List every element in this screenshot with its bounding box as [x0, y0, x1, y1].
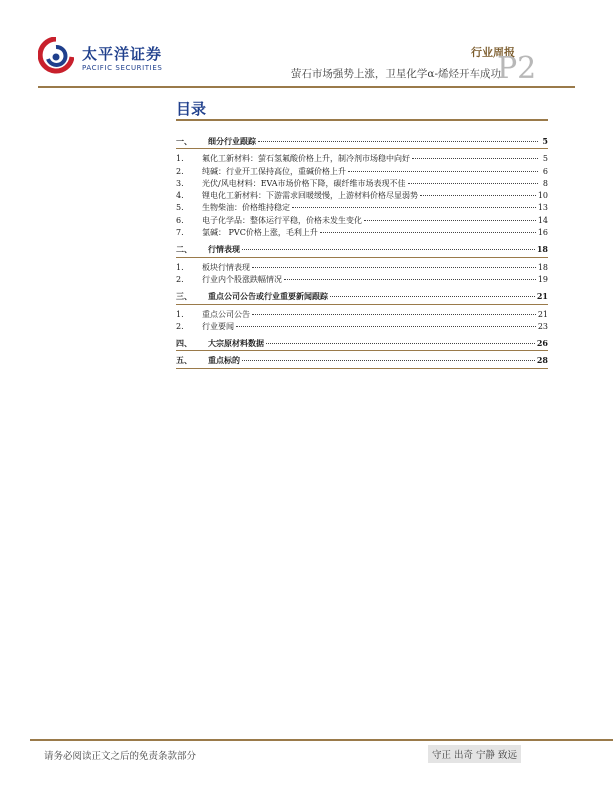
toc-subsection-entry[interactable]: [176, 178, 548, 190]
toc-subsection-entry[interactable]: [176, 309, 548, 321]
toc-entry-label: 生物柴油：价格维持稳定: [202, 203, 290, 213]
toc-entry-label: 纯碱：行业开工保持高位，重碱价格上升: [202, 166, 346, 176]
toc-entry-page: 23: [537, 321, 548, 331]
toc-entry-number: 二、: [176, 244, 192, 255]
toc-entry-label: 电子化学品：整体运行平稳，价格未发生变化: [202, 215, 362, 225]
toc-entry-label: 重点标的: [208, 355, 240, 366]
toc-subsection-entry[interactable]: [176, 227, 548, 239]
toc-entry-number: 3.: [176, 178, 184, 188]
toc-leader-dots: [242, 360, 535, 361]
toc-entry-page: 21: [536, 291, 548, 302]
toc-section-entry[interactable]: [176, 136, 548, 148]
toc-entry-page: 28: [536, 355, 548, 366]
table-of-contents: [176, 136, 548, 373]
toc-leader-dots: [242, 249, 535, 250]
toc-entry-label: 行业内个股涨跌幅情况: [202, 274, 282, 284]
toc-entry-number: 2.: [176, 274, 184, 284]
toc-entry-number: 1.: [176, 309, 184, 319]
toc-subsection-entry[interactable]: [176, 166, 548, 178]
toc-entry-page: 8: [542, 178, 548, 188]
toc-section-entry[interactable]: [176, 355, 548, 367]
toc-leader-dots: [252, 267, 536, 268]
toc-subsection-entry[interactable]: [176, 274, 548, 286]
toc-section-divider: [176, 368, 548, 369]
toc-entry-label: 重点公司公告或行业重要新闻跟踪: [208, 291, 328, 302]
report-title: 萤石市场强势上涨，卫星化学α-烯烃开车成功: [290, 68, 501, 80]
report-type: 行业周报: [471, 46, 515, 59]
toc-entry-page: 6: [542, 166, 548, 176]
toc-leader-dots: [252, 314, 536, 315]
toc-subsection-entry[interactable]: [176, 215, 548, 227]
toc-entry-number: 三、: [176, 291, 192, 302]
toc-subsection-entry[interactable]: [176, 321, 548, 333]
toc-section-entry[interactable]: [176, 338, 548, 350]
toc-section-divider: [176, 148, 548, 149]
toc-entry-label: 锂电化工新材料：下游需求回暖缓慢，上游材料价格尽显弱势: [202, 191, 418, 201]
logo-company-name: 太平洋证券: [82, 45, 163, 63]
toc-entry-label: 行业要闻: [202, 321, 234, 331]
toc-leader-dots: [420, 195, 536, 196]
toc-entry-label: 细分行业跟踪: [208, 136, 256, 146]
company-logo: [38, 37, 178, 81]
toc-heading: 目录: [176, 100, 207, 118]
toc-entry-page: 18: [537, 262, 548, 272]
toc-entry-number: 7.: [176, 228, 184, 238]
logo-company-name-en: PACIFIC SECURITIES: [82, 64, 163, 72]
toc-entry-page: 5: [542, 154, 548, 164]
company-motto: 守正 出奇 宁静 致远: [428, 745, 521, 763]
toc-leader-dots: [330, 296, 535, 297]
toc-section-entry[interactable]: [176, 244, 548, 256]
toc-leader-dots: [348, 171, 538, 172]
toc-entry-label: 重点公司公告: [202, 309, 250, 319]
toc-entry-page: 18: [536, 244, 548, 255]
toc-entry-label: 氯碱： PVC价格上涨，毛利上升: [202, 228, 318, 238]
toc-entry-label: 氟化工新材料：萤石氢氟酸价格上升，制冷剂市场稳中向好: [202, 154, 410, 164]
toc-entry-page: 10: [537, 191, 548, 201]
footer-divider: [30, 739, 613, 741]
toc-leader-dots: [266, 343, 535, 344]
toc-entry-number: 2.: [176, 166, 184, 176]
toc-leader-dots: [320, 232, 536, 233]
toc-section-divider: [176, 304, 548, 305]
header-divider: [38, 86, 575, 88]
page-number: P2: [497, 51, 537, 86]
toc-heading-divider: [176, 119, 548, 121]
toc-entry-number: 1.: [176, 262, 184, 272]
toc-entry-number: 1.: [176, 154, 184, 164]
toc-entry-number: 一、: [176, 136, 192, 146]
toc-subsection-entry[interactable]: [176, 190, 548, 202]
toc-subsection-entry[interactable]: [176, 153, 548, 165]
toc-entry-number: 6.: [176, 215, 184, 225]
toc-section-entry[interactable]: [176, 291, 548, 303]
toc-entry-number: 2.: [176, 321, 184, 331]
toc-section-divider: [176, 350, 548, 351]
toc-leader-dots: [292, 207, 536, 208]
toc-leader-dots: [364, 220, 536, 221]
toc-entry-page: 14: [537, 215, 548, 225]
logo-mark-icon: [38, 37, 74, 77]
toc-entry-label: 光伏/风电材料：EVA市场价格下降，碳纤维市场表现不佳: [202, 178, 406, 188]
toc-entry-label: 行情表现: [208, 244, 240, 255]
toc-leader-dots: [412, 158, 538, 159]
toc-subsection-entry[interactable]: [176, 262, 548, 274]
disclaimer-note: 请务必阅读正文之后的免责条款部分: [44, 751, 197, 762]
toc-entry-page: 26: [536, 338, 548, 349]
toc-leader-dots: [236, 326, 536, 327]
toc-entry-page: 13: [537, 203, 548, 213]
toc-entry-number: 五、: [176, 355, 192, 366]
toc-leader-dots: [408, 183, 538, 184]
toc-section-divider: [176, 257, 548, 258]
toc-entry-number: 4.: [176, 191, 184, 201]
toc-entry-page: 19: [537, 274, 548, 284]
toc-entry-label: 板块行情表现: [202, 262, 250, 272]
toc-entry-page: 16: [537, 228, 548, 238]
toc-subsection-entry[interactable]: [176, 202, 548, 214]
toc-entry-page: 5: [542, 136, 548, 146]
toc-entry-page: 21: [537, 309, 548, 319]
toc-entry-number: 5.: [176, 203, 184, 213]
toc-entry-number: 四、: [176, 338, 192, 349]
toc-entry-label: 大宗原材料数据: [208, 338, 264, 349]
toc-leader-dots: [258, 141, 538, 142]
toc-leader-dots: [284, 279, 536, 280]
